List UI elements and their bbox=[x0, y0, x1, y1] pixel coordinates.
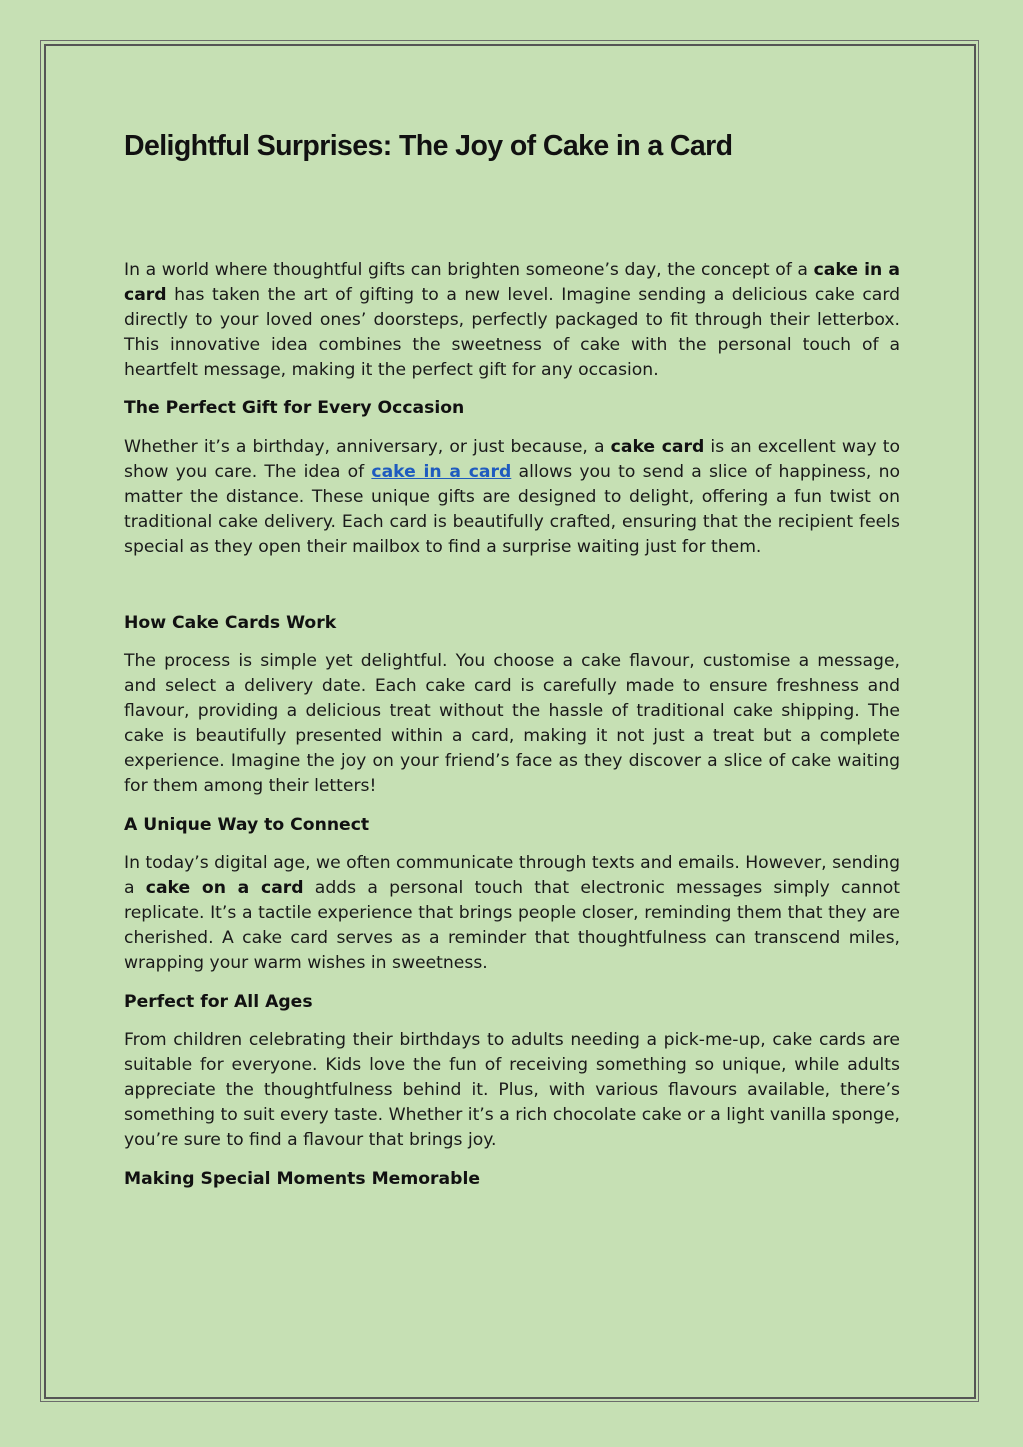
heading-how-it-works: How Cake Cards Work bbox=[124, 612, 337, 633]
perfect-gift-bold-keyword: cake card bbox=[610, 437, 705, 458]
paragraph-perfect-gift bbox=[124, 435, 900, 560]
cake-in-a-card-link[interactable]: cake in a card bbox=[371, 461, 512, 482]
paragraph-all-ages: From children celebrating their birthdays to adults needing a pick-me-up, cake cards are suitable for everyone. Kids love the fun of receiving something so unique, while adults appreciate the thoughtfulness behind it. Plus, with various flavours available, there’s something to suit every taste. Whether it’s a rich chocolate cake or a light vanilla sponge, you’re sure to find a flavour that brings joy. bbox=[124, 1030, 900, 1150]
intro-text-2: has taken the art of gifting to a new level. Imagine sending a delicious cake card directly to your loved ones’ doorsteps, perfectly packaged to fit through their letterbox. This innovative idea combines the sweetness of cake with the personal touch of a heartfelt message, making it the perfect gift for any occasion. bbox=[124, 284, 900, 380]
connect-text-2: adds a personal touch that electronic messages simply cannot replicate. It’s a tactile experience that brings people closer, reminding them that they are cherished. A cake card serves as a reminder that thoughtfulness can transcend miles, wrapping your warm wishes in sweetness. bbox=[124, 878, 900, 973]
connect-text-1: In today’s digital age, we often communicate through texts and emails. However, sending a bbox=[124, 853, 900, 899]
perfect-gift-text-3: allows you to send a slice of happiness, no matter the distance. These unique gifts are designed to delight, offering a fun twist on traditional cake delivery. Each card is beautifully crafted, ensuring that the recipient feels special as they open their mailbox to find a surprise waiting just for them. bbox=[124, 461, 900, 557]
heading-connect: A Unique Way to Connect bbox=[124, 814, 370, 835]
heading-perfect-gift: The Perfect Gift for Every Occasion bbox=[124, 398, 465, 419]
heading-memorable: Making Special Moments Memorable bbox=[124, 1168, 480, 1189]
intro-bold-keyword: cake in a card bbox=[124, 260, 900, 305]
intro-paragraph bbox=[124, 258, 900, 383]
document-body bbox=[124, 120, 900, 1191]
heading-all-ages: Perfect for All Ages bbox=[124, 991, 313, 1012]
paragraph-how-it-works: The process is simple yet delightful. You choose a cake flavour, customise a message, and select a delivery date. Each cake card is carefully made to ensure freshness and flavour, providing a delicious treat without the hassle of traditional cake shipping. The cake is beautifully presented within a card, making it not just a treat but a complete experience. Imagine the joy on your friend’s face as they discover a slice of cake waiting for them among their letters! bbox=[124, 651, 900, 796]
paragraph-connect bbox=[124, 851, 900, 976]
document-title: Delightful Surprises: The Joy of Cake in a Card bbox=[124, 130, 733, 162]
intro-text-1: In a world where thoughtful gifts can brighten someone’s day, the concept of a bbox=[124, 260, 814, 280]
perfect-gift-text-1: Whether it’s a birthday, anniversary, or just because, a bbox=[124, 437, 611, 458]
connect-bold-keyword: cake on a card bbox=[145, 878, 304, 899]
perfect-gift-text-2: is an excellent way to show you care. The idea of bbox=[124, 437, 900, 482]
